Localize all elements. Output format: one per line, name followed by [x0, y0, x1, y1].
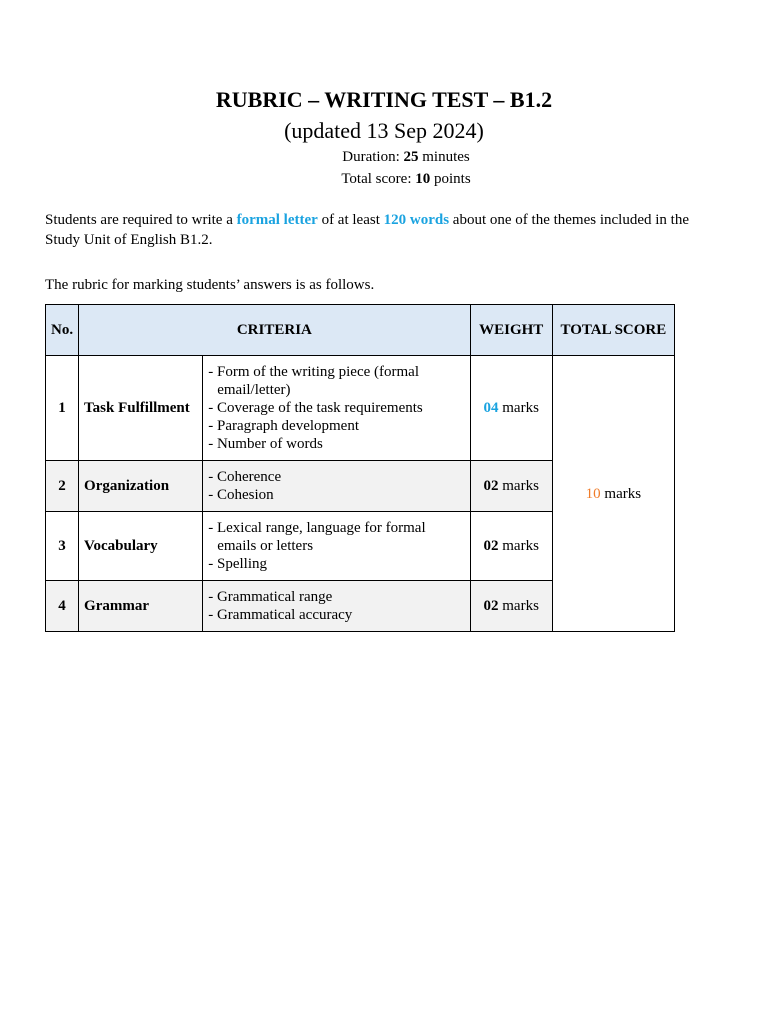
duration-value: 25 — [403, 149, 419, 165]
total-score-cell-unit: marks — [600, 485, 642, 502]
lead-paragraph: The rubric for marking students’ answers is as follows. — [45, 277, 375, 293]
duration-line — [0, 147, 768, 167]
criterion-name: Task Fulfillment — [79, 356, 203, 461]
intro-text: about one of the themes included in the Study Unit of English B1.2. — [45, 212, 689, 248]
row-number: 4 — [46, 581, 79, 632]
weight-unit: marks — [498, 538, 539, 554]
row-number: 3 — [46, 512, 79, 581]
criterion-item: - Grammatical accuracy — [208, 607, 353, 623]
criterion-item: - Grammatical range — [208, 589, 333, 605]
weight-value: 02 — [483, 478, 499, 494]
header-criteria: CRITERIA — [79, 305, 471, 356]
row-number: 2 — [46, 461, 79, 512]
criterion-item: - Coherence — [208, 469, 282, 485]
criterion-description — [203, 512, 470, 581]
total-score-unit: points — [430, 171, 471, 187]
weight-value: 04 — [483, 400, 499, 416]
document-subtitle: (updated 13 Sep 2024) — [284, 118, 484, 143]
criterion-name: Organization — [79, 461, 203, 512]
weight-unit: marks — [498, 598, 539, 614]
rubric-table — [45, 304, 675, 632]
intro-text: Students are required to write a — [45, 212, 237, 228]
criterion-item: - Lexical range, language for formal emails or letters — [208, 520, 426, 554]
total-score-cell-value: 10 — [585, 485, 601, 502]
total-score-line — [0, 169, 768, 189]
highlight-formal-letter: formal letter — [236, 212, 318, 228]
criterion-item: - Coverage of the task requirements — [208, 400, 423, 416]
intro-paragraph — [45, 210, 725, 250]
duration-unit: minutes — [418, 149, 470, 165]
table-header-row — [46, 305, 675, 356]
weight-unit: marks — [498, 478, 539, 494]
criterion-description — [203, 356, 470, 461]
weight-unit: marks — [498, 400, 539, 416]
criterion-name: Grammar — [79, 581, 203, 632]
criterion-item: - Paragraph development — [208, 418, 360, 434]
criterion-item: - Spelling — [208, 556, 267, 572]
row-number: 1 — [46, 356, 79, 461]
criterion-weight — [470, 461, 552, 512]
total-score-value: 10 — [415, 171, 431, 187]
criterion-weight — [470, 512, 552, 581]
total-score-cell — [552, 356, 674, 632]
criterion-weight — [470, 356, 552, 461]
criterion-description — [203, 461, 470, 512]
criterion-name: Vocabulary — [79, 512, 203, 581]
document-title: RUBRIC – WRITING TEST – B1.2 — [215, 87, 553, 112]
header-total-score: TOTAL SCORE — [552, 305, 674, 356]
criterion-description — [203, 581, 470, 632]
header-weight: WEIGHT — [470, 305, 552, 356]
highlight-word-count: 120 words — [383, 212, 450, 228]
header-no: No. — [46, 305, 79, 356]
criterion-item: - Number of words — [208, 436, 323, 452]
criterion-item: - Form of the writing piece (formal email/letter) — [208, 364, 420, 398]
table-row — [46, 356, 675, 461]
weight-value: 02 — [483, 538, 499, 554]
duration-label: Duration: — [342, 149, 404, 165]
intro-text: of at least — [317, 212, 384, 228]
criterion-item: - Cohesion — [208, 487, 274, 503]
total-score-label: Total score: — [341, 171, 416, 187]
weight-value: 02 — [483, 598, 499, 614]
criterion-weight — [470, 581, 552, 632]
